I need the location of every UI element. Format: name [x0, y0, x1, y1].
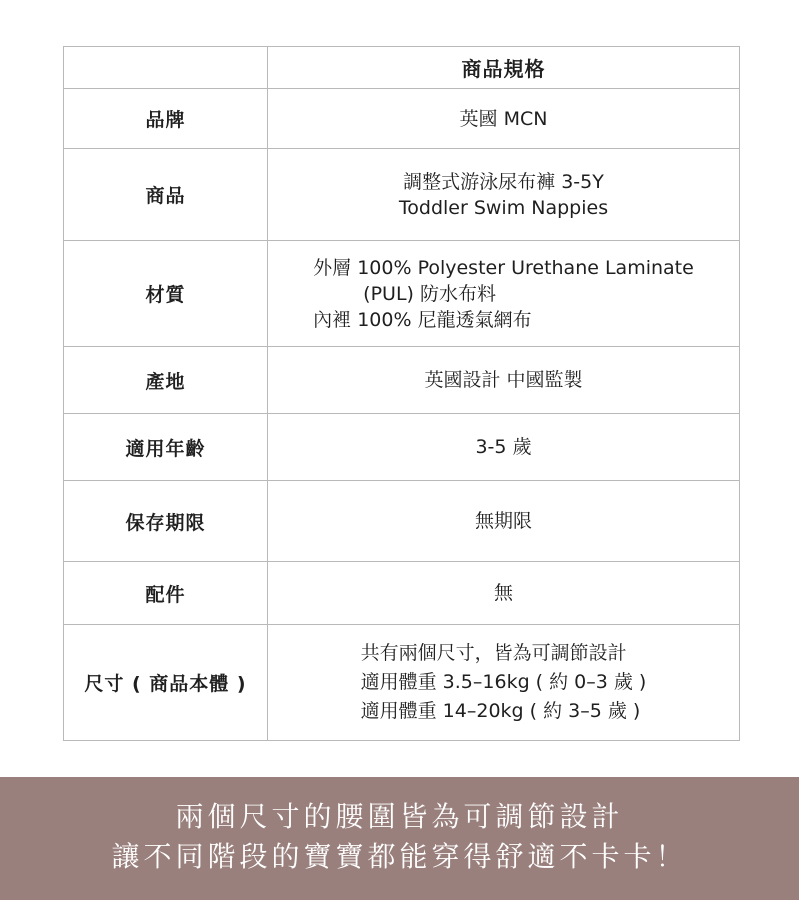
material-outer-line: 外層 100% Polyester Urethane Laminate [313, 256, 694, 279]
table-row-size [64, 625, 740, 741]
material-label: 材質 [64, 241, 268, 347]
spec-header-title: 商品規格 [268, 47, 740, 89]
accessories-value: 無 [268, 562, 740, 625]
size-large-line: 適用體重 14–20kg ( 約 3–5 歲 ) [360, 700, 641, 722]
table-row-product [64, 149, 740, 241]
shelf-life-value: 無期限 [268, 481, 740, 562]
header-empty-cell [64, 47, 268, 89]
age-value: 3-5 歲 [268, 414, 740, 481]
origin-label: 產地 [64, 347, 268, 414]
size-small-line: 適用體重 3.5–16kg ( 約 0–3 歲 ) [360, 671, 647, 693]
table-row-brand [64, 89, 740, 149]
material-outer-continued: (PUL) 防水布料 [363, 282, 496, 305]
accessories-label: 配件 [64, 562, 268, 625]
size-summary-line: 共有兩個尺寸，皆為可調節設計 [360, 642, 627, 664]
size-label: 尺寸 ( 商品本體 ) [64, 625, 268, 741]
table-row-material [64, 241, 740, 347]
banner-line-1: 兩個尺寸的腰圍皆為可調節設計 [175, 800, 624, 833]
product-name-zh: 調整式游泳尿布褲 3-5Y [403, 170, 604, 193]
material-inner-line: 內裡 100% 尼龍透氣網布 [313, 308, 532, 331]
spec-table [63, 46, 740, 741]
product-name-en: Toddler Swim Nappies [398, 196, 609, 219]
brand-value: 英國 MCN [268, 89, 740, 149]
age-label: 適用年齡 [64, 414, 268, 481]
table-row-accessories [64, 562, 740, 625]
material-value [268, 241, 740, 347]
size-value [268, 625, 740, 741]
shelf-life-label: 保存期限 [64, 481, 268, 562]
table-row-age [64, 414, 740, 481]
product-label: 商品 [64, 149, 268, 241]
table-row-shelf-life [64, 481, 740, 562]
table-row-origin [64, 347, 740, 414]
banner-line-2: 讓不同階段的寶寶都能穿得舒適不卡卡！ [111, 840, 688, 873]
origin-value: 英國設計 中國監製 [268, 347, 740, 414]
promo-banner [0, 777, 799, 900]
product-value [268, 149, 740, 241]
brand-label: 品牌 [64, 89, 268, 149]
spec-header-row [64, 47, 740, 89]
